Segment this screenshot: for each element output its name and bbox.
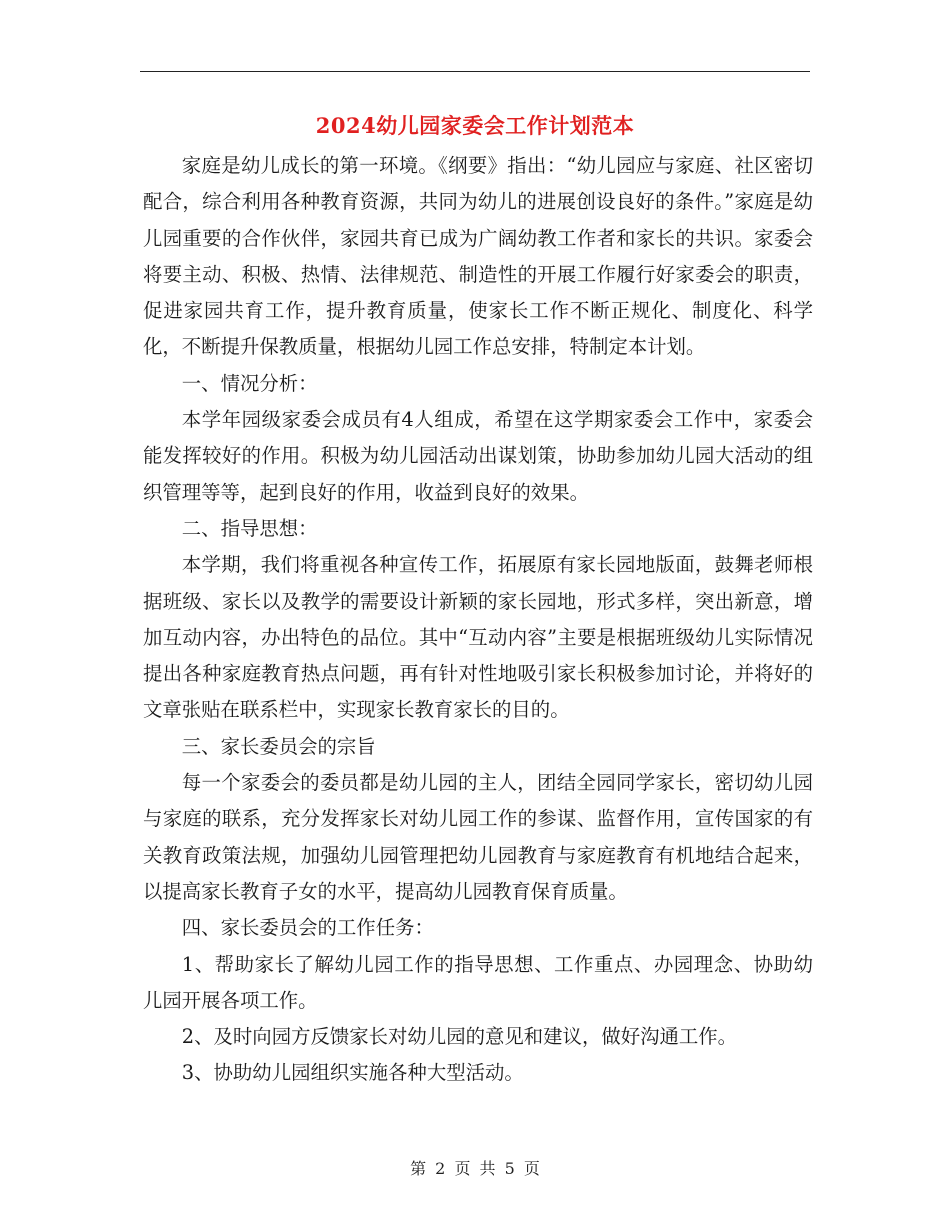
page-number-footer: 第 2 页 共 5 页 [410, 1159, 540, 1178]
section-heading-2: 二、指导思想： [181, 516, 318, 540]
document-body [143, 148, 813, 1092]
section-heading-1: 一、情况分析： [181, 371, 318, 395]
section-heading-4: 四、家长委员会的工作任务： [181, 916, 434, 940]
paragraph-situation: 本学年园级家委会成员有4人组成，希望在这学期家委会工作中，家委会能发挥较好的作用。积极为幼儿园活动出谋划策，协助参加幼儿园大活动的组织管理等等，起到良好的作用，收益到良好的效果。 [143, 408, 813, 504]
paragraph-intro: 家庭是幼儿成长的第一环境。《纲要》指出：“幼儿园应与家庭、社区密切配合，综合利用各种教育资源，共同为幼儿的进展创设良好的条件。”家庭是幼儿园重要的合作伙伴，家园共育已成为广阔幼教工作者和家长的共识。家委会将要主动、积极、热情、法律规范、制造性的开展工作履行好家委会的职责，促进家园共育工作，提升教育质量，使家长工作不断正规化、制度化、科学化，不断提升保教质量，根据幼儿园工作总安排，特制定本计划。 [143, 154, 813, 359]
task-item-2: 2、及时向园方反馈家长对幼儿园的意见和建议，做好沟通工作。 [181, 1025, 738, 1049]
section-heading-3: 三、家长委员会的宗旨 [181, 734, 376, 758]
header-rule [140, 71, 810, 72]
task-item-1: 1、帮助家长了解幼儿园工作的指导思想、工作重点、办园理念、协助幼儿园开展各项工作。 [143, 952, 813, 1012]
paragraph-purpose: 每一个家委会的委员都是幼儿园的主人，团结全园同学家长，密切幼儿园与家庭的联系，充分发挥家长对幼儿园工作的参谋、监督作用，宣传国家的有关教育政策法规，加强幼儿园管理把幼儿园教育与家庭教育有机地结合起来，以提高家长教育子女的水平，提高幼儿园教育保育质量。 [143, 771, 813, 903]
paragraph-guidance: 本学期，我们将重视各种宣传工作，拓展原有家长园地版面，鼓舞老师根据班级、家长以及教学的需要设计新颖的家长园地，形式多样，突出新意，增加互动内容，办出特色的品位。其中“互动内容”主要是根据班级幼儿实际情况提出各种家庭教育热点问题，再有针对性地吸引家长积极参加讨论，并将好的文章张贴在联系栏中，实现家长教育家长的目的。 [143, 553, 813, 722]
task-item-3: 3、协助幼儿园组织实施各种大型活动。 [181, 1061, 524, 1085]
document-title: 2024幼儿园家委会工作计划范本 [315, 113, 635, 138]
